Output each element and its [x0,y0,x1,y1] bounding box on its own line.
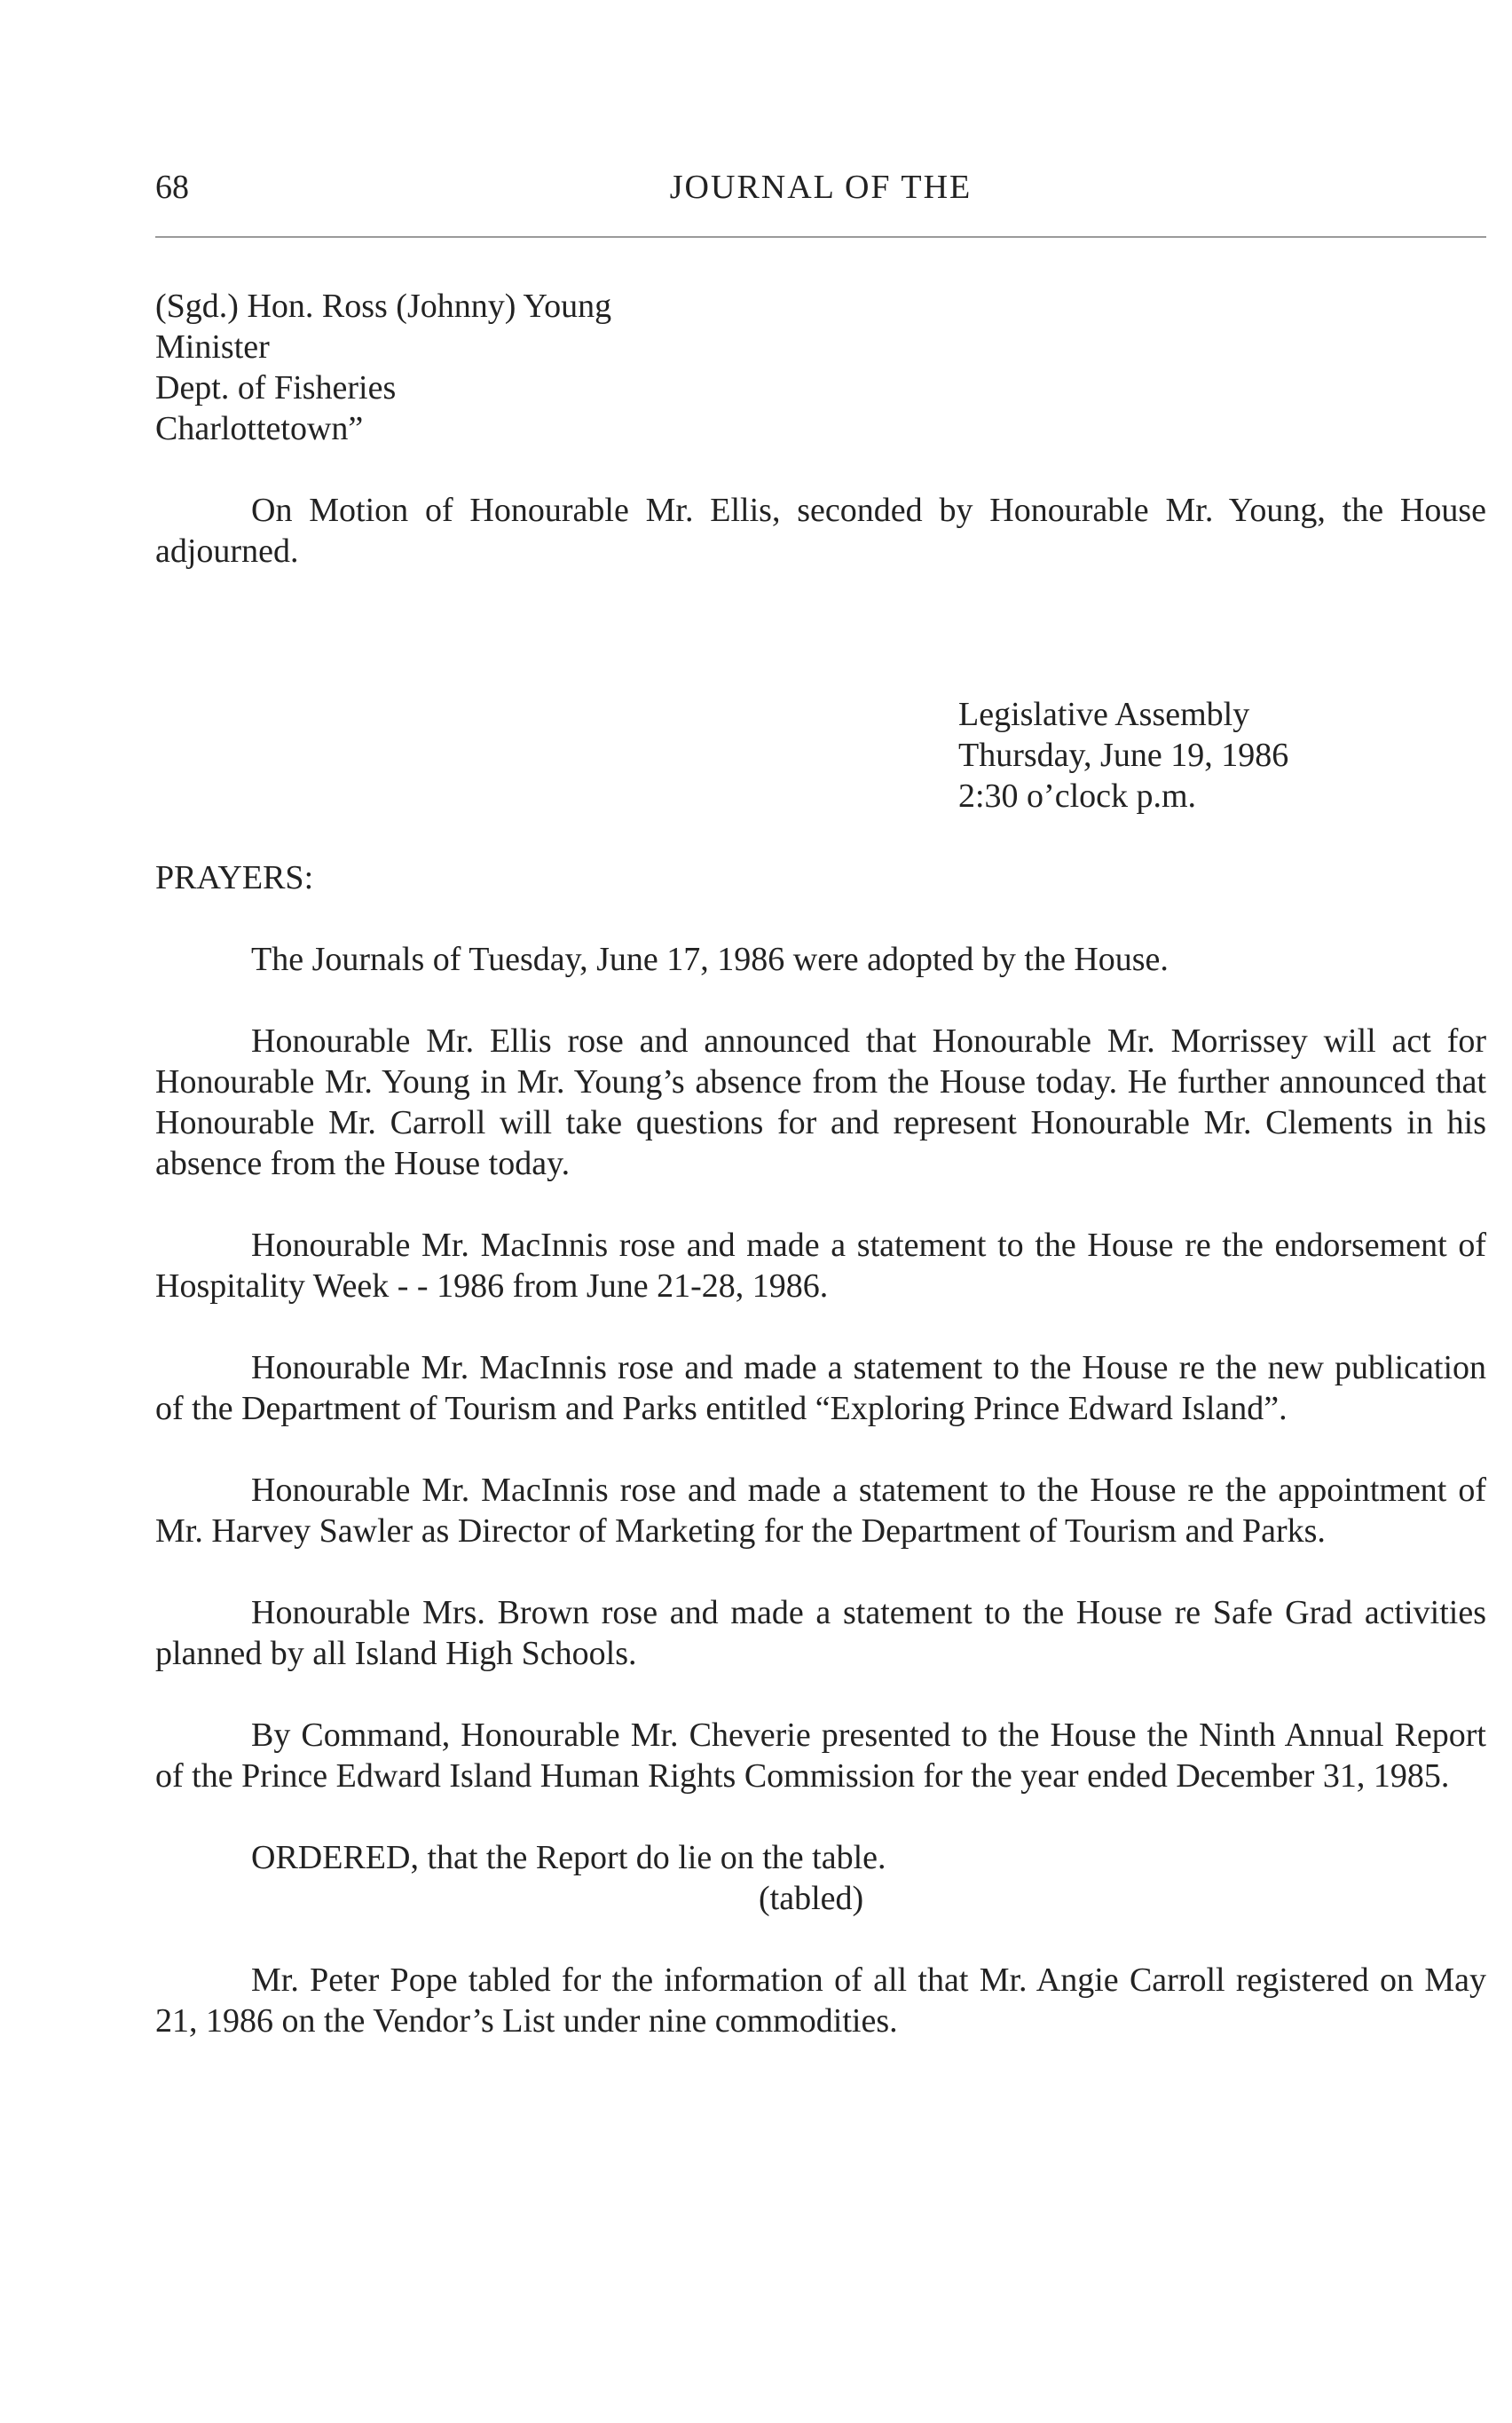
vendor-list-paragraph: Mr. Peter Pope tabled for the information of all that Mr. Angie Carroll registered on May 21, 1986 on the Vendor’s List under nine commodities. [155,1961,1486,2040]
header-rule [155,236,1486,238]
sitting-body: Legislative Assembly [958,696,1250,733]
human-rights-report-paragraph: By Command, Honourable Mr. Cheverie presented to the House the Ninth Annual Report of the Prince Edward Island Human Rights Commission for the year ended December 31, 1985. [155,1717,1486,1795]
signature-location: Charlottetown” [155,410,364,447]
signature-name: (Sgd.) Hon. Ross (Johnny) Young [155,288,612,325]
sitting-block [958,694,1486,817]
tabled-note: (tabled) [759,1880,864,1917]
page-number: 68 [155,169,189,206]
sitting-time: 2:30 o’clock p.m. [958,777,1197,815]
journal-body [155,286,1486,2041]
page-header [155,165,1486,209]
signature-department: Dept. of Fisheries [155,369,397,406]
journals-paragraph: The Journals of Tuesday, June 17, 1986 were adopted by the House. [251,941,1169,978]
safe-grad-paragraph: Honourable Mrs. Brown rose and made a statement to the House re Safe Grad activities planned by all Island High Schools. [155,1594,1486,1672]
ordered-paragraph: ORDERED, that the Report do lie on the table. [251,1839,886,1876]
motion-adjourn-paragraph: On Motion of Honourable Mr. Ellis, seconded by Honourable Mr. Young, the House adjourned. [155,492,1486,570]
sitting-date: Thursday, June 19, 1986 [958,737,1289,774]
signature-title: Minister [155,328,270,366]
ellis-announcement-paragraph: Honourable Mr. Ellis rose and announced that Honourable Mr. Morrissey will act for Honourable Mr. Young in Mr. Young’s absence from the House today. He further announced that Honourable Mr. Carroll will take questions for and represent Honourable Mr. Clements in his absence from the House today. [155,1022,1486,1182]
publication-paragraph: Honourable Mr. MacInnis rose and made a statement to the House re the new publication of the Department of Tourism and Parks entitled “Exploring Prince Edward Island”. [155,1349,1486,1427]
running-head: JOURNAL OF THE [669,169,973,206]
hospitality-week-paragraph: Honourable Mr. MacInnis rose and made a statement to the House re the endorsement of Hospitality Week - - 1986 from June 21-28, 1986. [155,1227,1486,1305]
appointment-paragraph: Honourable Mr. MacInnis rose and made a statement to the House re the appointment of Mr. Harvey Sawler as Director of Marketing for the Department of Tourism and Parks. [155,1472,1486,1550]
signature-block [155,286,1486,449]
prayers-heading: PRAYERS: [155,859,314,896]
